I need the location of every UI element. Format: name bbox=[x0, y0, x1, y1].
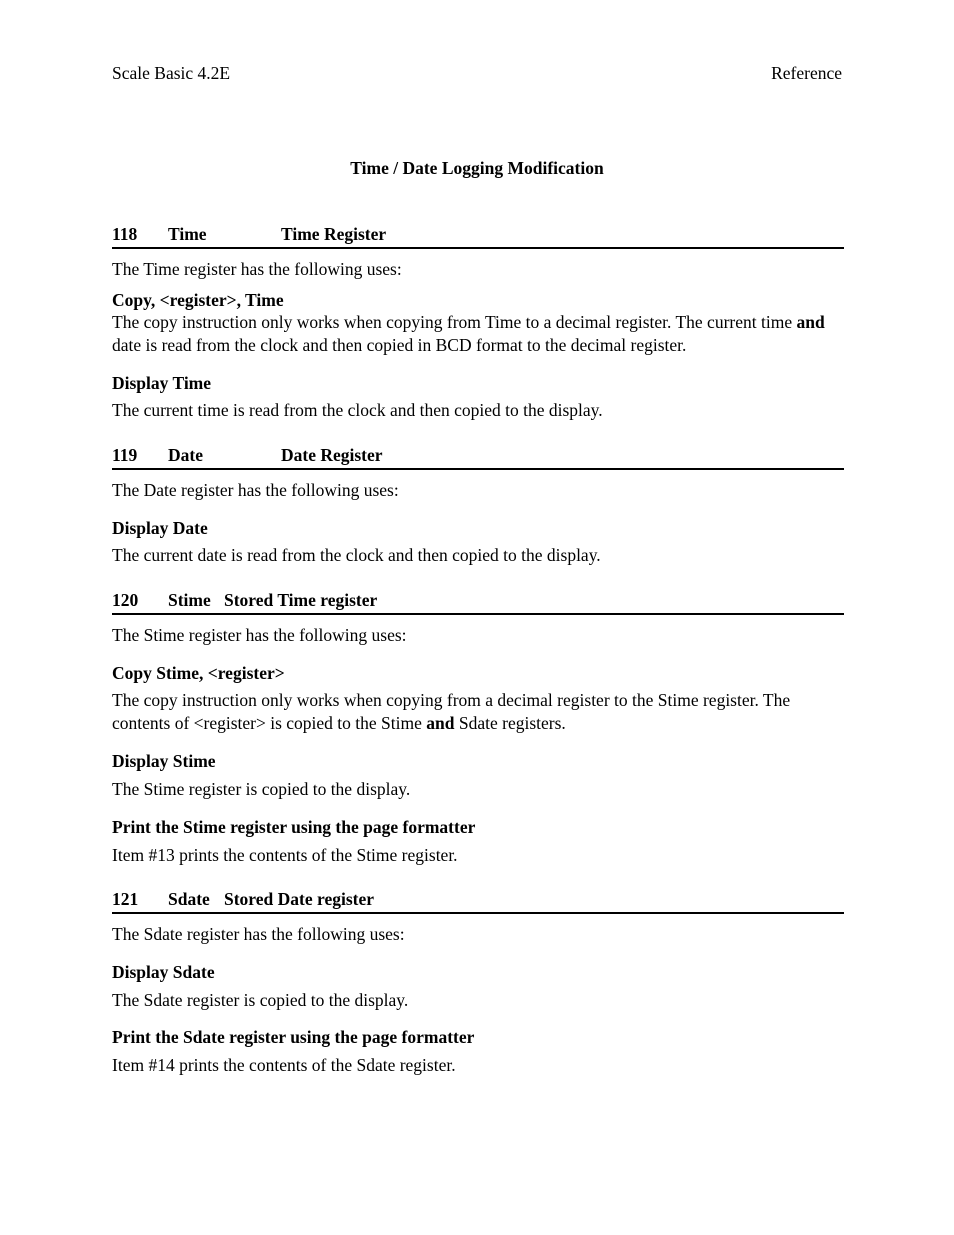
register-name: Time bbox=[168, 224, 207, 244]
header-doc-name: Scale Basic 4.2E bbox=[112, 63, 231, 83]
register-name: Stime bbox=[168, 590, 211, 610]
item-body: Item #14 prints the contents of the Sdate register. bbox=[112, 1055, 456, 1075]
item-heading: Print the Sdate register using the page formatter bbox=[112, 1027, 475, 1047]
register-number: 119 bbox=[112, 445, 138, 465]
register-name: Date bbox=[168, 445, 203, 465]
emphasis-text: and bbox=[426, 713, 455, 733]
register-name: Sdate bbox=[168, 889, 210, 909]
emphasis-text: and bbox=[796, 312, 825, 332]
item-heading: Print the Stime register using the page formatter bbox=[112, 817, 476, 837]
item-heading: Copy Stime, <register> bbox=[112, 663, 285, 683]
register-description: Date Register bbox=[281, 445, 383, 465]
item-body: The current time is read from the clock and then copied to the display. bbox=[112, 400, 603, 420]
item-body: The current date is read from the clock and then copied to the display. bbox=[112, 545, 601, 565]
item-body bbox=[112, 311, 844, 357]
register-heading-119 bbox=[112, 444, 844, 470]
section-intro: The Time register has the following uses: bbox=[112, 259, 402, 279]
item-heading: Display Stime bbox=[112, 751, 216, 771]
header-section-name: Reference bbox=[771, 63, 842, 83]
register-number: 121 bbox=[112, 889, 139, 909]
item-heading: Copy, <register>, Time bbox=[112, 290, 284, 310]
item-body: The Stime register is copied to the display. bbox=[112, 779, 411, 799]
body-text: date is read from the clock and then copied in BCD format to the decimal register. bbox=[112, 335, 687, 355]
register-number: 120 bbox=[112, 590, 139, 610]
body-text: Sdate registers. bbox=[454, 713, 566, 733]
register-heading-120 bbox=[112, 589, 844, 615]
register-number: 118 bbox=[112, 224, 138, 244]
item-body bbox=[112, 689, 844, 735]
section-intro: The Sdate register has the following uses: bbox=[112, 924, 405, 944]
item-body: The Sdate register is copied to the display. bbox=[112, 990, 409, 1010]
item-heading: Display Sdate bbox=[112, 962, 215, 982]
item-body: Item #13 prints the contents of the Stime register. bbox=[112, 845, 458, 865]
register-description: Time Register bbox=[281, 224, 387, 244]
section-intro: The Stime register has the following uses: bbox=[112, 625, 407, 645]
register-heading-118 bbox=[112, 223, 844, 249]
body-text: The copy instruction only works when copying from a decimal register to the Stime register. The contents of <register> is copied to the Stime bbox=[112, 690, 791, 733]
page-title: Time / Date Logging Modification bbox=[350, 158, 604, 178]
body-text: The copy instruction only works when copying from Time to a decimal register. The current time bbox=[112, 312, 797, 332]
item-heading: Display Time bbox=[112, 373, 212, 393]
register-description: Stored Date register bbox=[224, 889, 374, 909]
item-heading: Display Date bbox=[112, 518, 208, 538]
register-description: Stored Time register bbox=[224, 590, 378, 610]
register-heading-121 bbox=[112, 888, 844, 914]
section-intro: The Date register has the following uses: bbox=[112, 480, 399, 500]
